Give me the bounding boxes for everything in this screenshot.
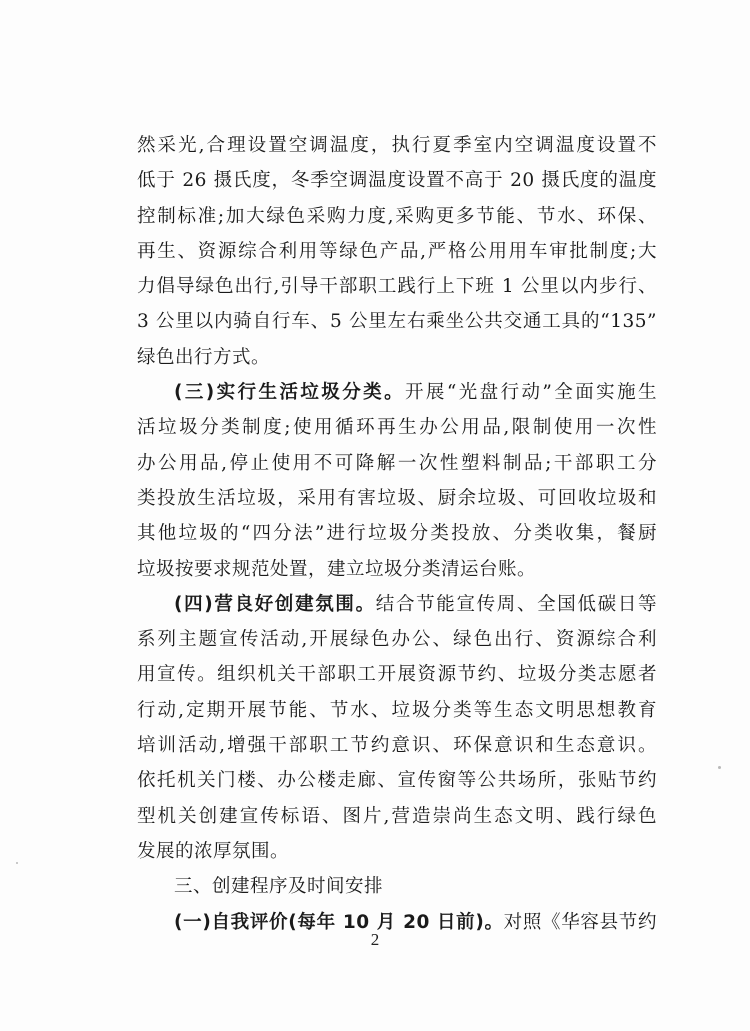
section-3-title: (三)实行生活垃圾分类。 — [174, 382, 405, 404]
section-3-text: 开展“光盘行动”全面实施生 — [405, 382, 657, 404]
text-line: 绿色出行方式。 — [137, 346, 271, 368]
text-line: 再生、资源综合利用等绿色产品,严格公用用车审批制度;大 — [137, 240, 657, 262]
text-line: 3 公里以内骑自行车、5 公里左右乘坐公共交通工具的“135” — [137, 311, 657, 333]
text-line: 用宣传。组织机关干部职工开展资源节约、垃圾分类志愿者 — [137, 664, 657, 686]
text-line: 其他垃圾的“四分法”进行垃圾分类投放、分类收集，餐厨 — [137, 523, 657, 545]
text-line: 依托机关门楼、办公楼走廊、宣传窗等公共场所，张贴节约 — [137, 770, 657, 792]
text-line: 垃圾按要求规范处置，建立垃圾分类清运台账。 — [137, 558, 537, 580]
page-number: 2 — [370, 930, 380, 949]
item-1-text: 对照《华容县节约 — [503, 911, 657, 933]
text-line: 然采光,合理设置空调温度，执行夏季室内空调温度设置不 — [137, 135, 657, 156]
text-line: 控制标准;加大绿色采购力度,采购更多节能、节水、环保、 — [137, 205, 657, 227]
scan-speck — [16, 862, 18, 864]
section-4-text: 结合节能宣传周、全国低碳日等 — [375, 593, 657, 615]
section-3-first-line — [137, 375, 657, 410]
document-body — [137, 128, 657, 940]
text-line: 行动,定期开展节能、节水、垃圾分类等生态文明思想教育 — [137, 699, 657, 721]
text-line: 低于 26 摄氏度，冬季空调温度设置不高于 20 摄氏度的温度 — [137, 170, 657, 192]
text-line: 类投放生活垃圾，采用有害垃圾、厨余垃圾、可回收垃圾和 — [137, 487, 657, 509]
text-line: 培训活动,增强干部职工节约意识、环保意识和生态意识。 — [137, 735, 657, 757]
text-line: 系列主题宣传活动,开展绿色办公、绿色出行、资源综合利 — [137, 629, 657, 651]
section-4-title: (四)营良好创建氛围。 — [174, 593, 376, 615]
text-line: 发展的浓厚氛围。 — [137, 840, 290, 862]
text-line: 办公用品,停止使用不可降解一次性塑料制品;干部职工分 — [137, 452, 657, 474]
chapter-3-heading: 三、创建程序及时间安排 — [174, 876, 384, 898]
text-line: 型机关创建宣传标语、图片,营造崇尚生态文明、践行绿色 — [137, 805, 657, 827]
text-line: 活垃圾分类制度;使用循环再生办公用品,限制使用一次性 — [137, 417, 657, 439]
section-4-first-line — [137, 587, 657, 622]
text-line: 力倡导绿色出行,引导干部职工践行上下班 1 公里以内步行、 — [137, 276, 657, 298]
item-1-title: (一)自我评价(每年 10 月 20 日前)。 — [174, 911, 504, 933]
scan-speck — [718, 766, 721, 769]
